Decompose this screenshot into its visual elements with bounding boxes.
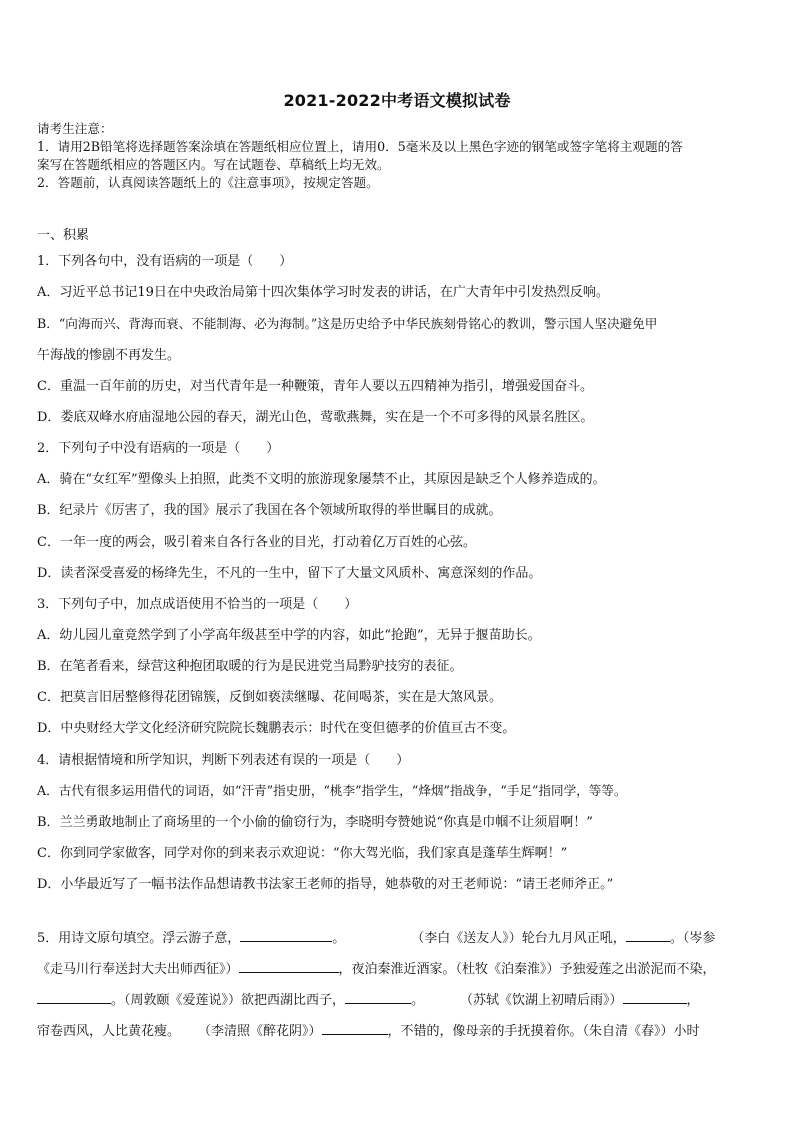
notes-line-1: 1．请用2B铅笔将选择题答案涂填在答题纸相应位置上，请用0．5毫米及以上黑色字迹的钢笔或签字笔将主观题的答 (37, 139, 683, 154)
q1-option-b-line1: B．“向海而兴、背海而衰、不能制海、必为海制。”这是历史给予中华民族刻骨铭心的教训，警示国人坚决避免甲 (37, 316, 658, 331)
answer-blank[interactable] (240, 929, 332, 942)
q3-option-b: B．在笔者看来，绿营这种抱团取暖的行为是民进党当局黔驴技穷的表征。 (37, 659, 463, 674)
q4-stem: 4．请根据情境和所学知识，判断下列表述有误的一项是（ ） (37, 753, 410, 768)
q4-option-c: C．你到同学家做客，同学对你的到来表示欢迎说：“你大驾光临，我们家真是蓬荜生辉啊！” (37, 846, 568, 861)
q2-option-a: A．骑在“女红军”塑像头上拍照，此类不文明的旅游现象屡禁不止，其原因是缺乏个人修养造成的。 (37, 472, 606, 487)
q2-option-c: C．一年一度的两会，吸引着来自各行各业的目光，打动着亿万百姓的心弦。 (37, 535, 476, 550)
answer-blank[interactable] (322, 1022, 388, 1035)
answer-blank[interactable] (623, 991, 687, 1004)
q5-line-4 (37, 1020, 761, 1039)
q5-text: （李清照《醉花阴》） (198, 1024, 322, 1039)
q4-option-b: B．兰兰勇敢地制止了商场里的一个小偷的偷窃行为，李晓明夸赞她说“你真是巾帼不让须眉啊！” (37, 815, 593, 830)
q5-text: 。（岑参 (669, 931, 716, 946)
q5-text: （苏轼《饮湖上初晴后雨》） (460, 993, 623, 1008)
q4-option-d: D．小华最近写了一幅书法作品想请教书法家王老师的指导，她恭敬的对王老师说：“请王老师斧正。” (37, 877, 614, 892)
q5-line-2 (37, 958, 761, 977)
notes-line-3: 2．答题前，认真阅读答题纸上的《注意事项》，按规定答题。 (37, 175, 379, 190)
q5-text: 。（周敦颐《爱莲说》）欲把西湖比西子， (111, 993, 346, 1008)
q5-text: 5．用诗文原句填空。浮云游子意， (37, 931, 241, 946)
q5-line-3 (37, 989, 761, 1008)
answer-blank[interactable] (239, 960, 339, 973)
q2-stem: 2．下列句子中没有语病的一项是（ ） (37, 441, 280, 456)
q5-text: （李白《送友人》）轮台九月风正吼， (411, 931, 626, 946)
q5-text: 帘卷西风，人比黄花瘦。 (37, 1024, 181, 1039)
q1-option-d: D．娄底双峰水府庙湿地公园的春天，湖光山色，莺歌燕舞，实在是一个不可多得的风景名胜区。 (37, 410, 594, 425)
notes-line-2: 案写在答题纸相应的答题区内。写在试题卷、草稿纸上均无效。 (37, 157, 390, 172)
q3-option-d: D．中央财经大学文化经济研究院院长魏鹏表示：时代在变但德孝的价值亘古不变。 (37, 721, 516, 736)
q3-option-c: C．把莫言旧居整修得花团锦簇，反倒如亵渎继曝、花间喝茶，实在是大煞风景。 (37, 690, 502, 705)
q1-stem: 1．下列各句中，没有语病的一项是（ ） (37, 254, 293, 269)
q1-option-a: A．习近平总书记19日在中央政治局第十四次集体学习时发表的讲话，在广大青年中引发热烈反响。 (37, 285, 609, 300)
q5-text: ，夜泊秦淮近酒家。（杜牧《泊秦淮》）予独爱莲之出淤泥而不染， (338, 962, 716, 977)
q1-option-c: C．重温一百年前的历史，对当代青年是一种鞭策，青年人要以五四精神为指引，增强爱国奋斗。 (37, 379, 593, 394)
q5-text: ， (686, 993, 700, 1008)
candidate-notes (37, 120, 759, 192)
answer-blank[interactable] (626, 929, 670, 942)
q2-option-d: D．读者深受喜爱的杨绛先生，不凡的一生中，留下了大量文风质朴、寓意深刻的作品。 (37, 566, 542, 581)
q5-text: 《走马川行奉送封大夫出师西征》） (37, 962, 239, 977)
section-heading: 一、积累 (37, 228, 90, 243)
q2-option-b: B．纪录片《厉害了，我的国》展示了我国在各个领域所取得的举世瞩目的成就。 (37, 503, 502, 518)
q5-text: 。 (411, 993, 425, 1008)
answer-blank[interactable] (345, 991, 411, 1004)
q5-text: ，不错的，像母亲的手抚摸着你。（朱自清《春》）小时 (387, 1024, 700, 1039)
q1-option-b-line2: 午海战的惨剧不再发生。 (37, 348, 181, 363)
q4-option-a: A．古代有很多运用借代的词语，如“汗青”指史册，“桃李”指学生，“烽烟”指战争，“手足”指同学，等等。 (37, 783, 627, 798)
answer-blank[interactable] (37, 991, 111, 1004)
q3-option-a: A．幼儿园儿童竟然学到了小学高年级甚至中学的内容，如此“抢跑”，无异于揠苗助长。 (37, 628, 541, 643)
notes-heading: 请考生注意： (37, 121, 113, 136)
q5-text: 。 (332, 931, 346, 946)
q5-line-1 (37, 927, 761, 946)
q3-stem: 3．下列句子中，加点成语使用不恰当的一项是（ ） (37, 597, 358, 612)
exam-title: 2021-2022中考语文模拟试卷 (283, 91, 511, 110)
